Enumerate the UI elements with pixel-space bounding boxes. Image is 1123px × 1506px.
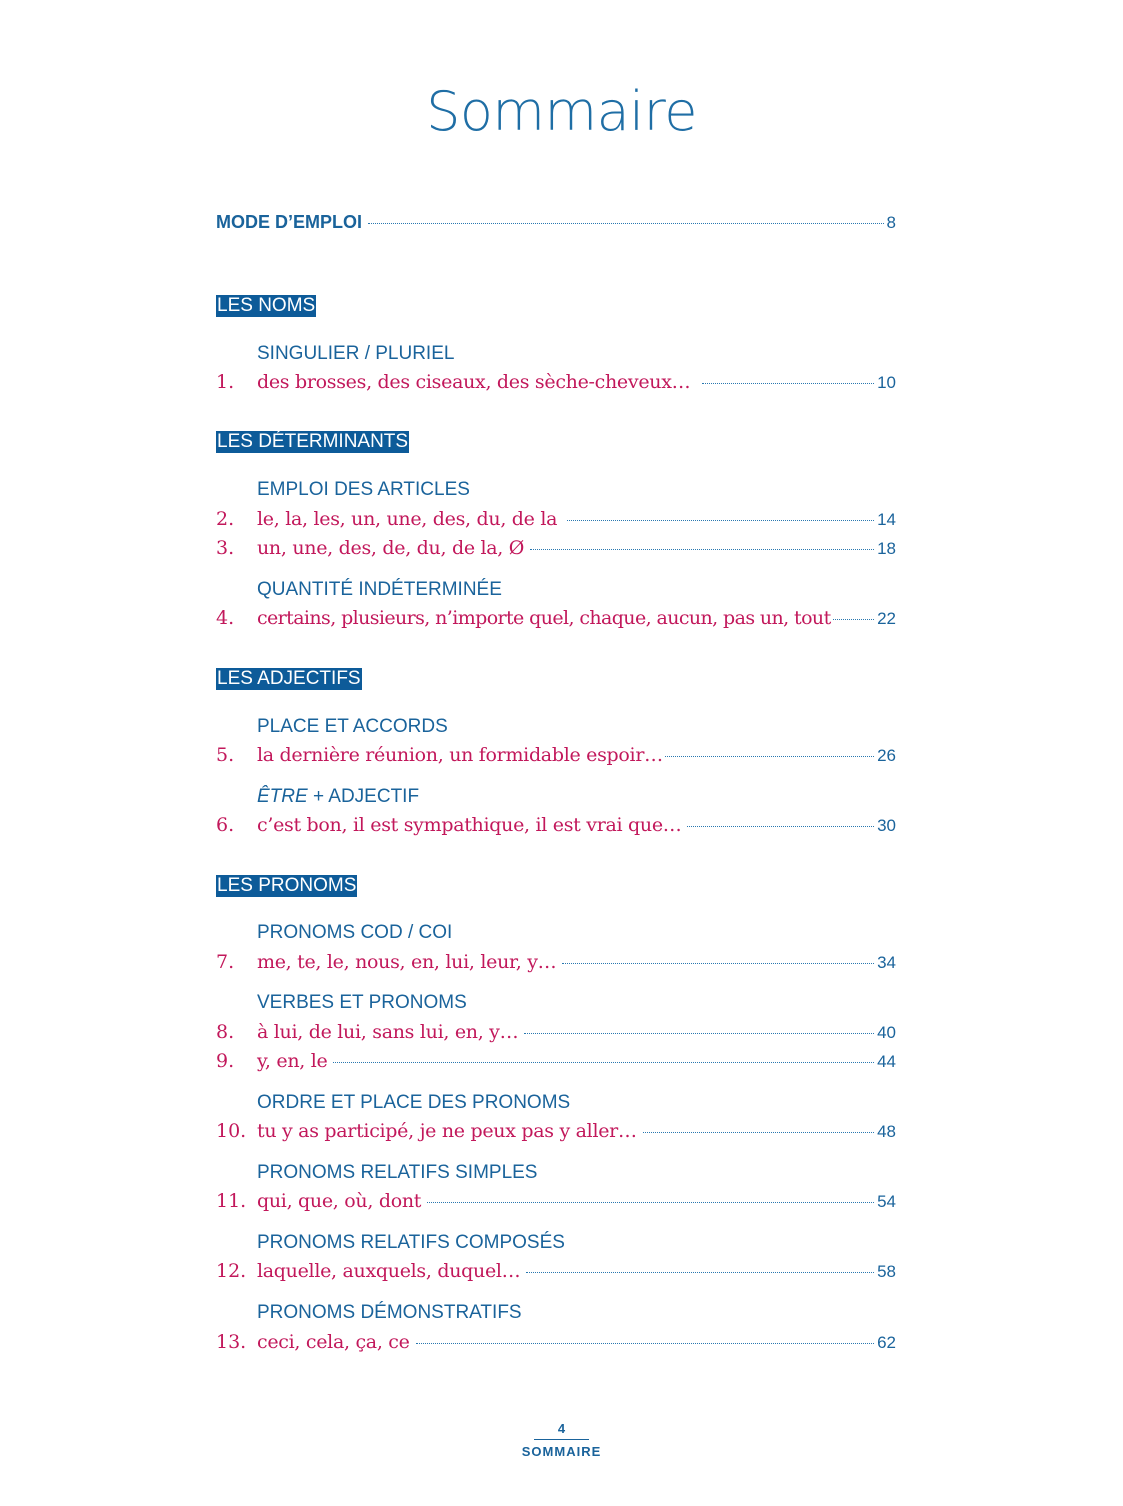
dot-leader [702, 383, 874, 384]
toc-entry-8[interactable] [216, 1021, 896, 1043]
subhead-ordre-place: ORDRE ET PLACE DES PRONOMS [257, 1092, 571, 1113]
page-number: 54 [877, 1192, 896, 1211]
page-number: 18 [877, 539, 896, 558]
subhead-etre-rest: + ADJECTIF [307, 786, 420, 807]
toc-entry-6[interactable] [216, 814, 896, 836]
subhead-relatifs-composes: PRONOMS RELATIFS COMPOSÉS [257, 1232, 565, 1253]
entry-number: 8. [216, 1021, 235, 1043]
subhead-singulier-pluriel: SINGULIER / PLURIEL [257, 343, 455, 364]
subhead-demonstratifs: PRONOMS DÉMONSTRATIFS [257, 1302, 522, 1323]
subhead-place-accords: PLACE ET ACCORDS [257, 716, 448, 737]
entry-number: 6. [216, 814, 235, 836]
toc-entry-13[interactable] [216, 1331, 896, 1353]
page-number: 62 [877, 1333, 896, 1352]
page-number: 26 [877, 746, 896, 765]
entry-text: me, te, le, nous, en, lui, leur, y… [257, 951, 557, 973]
entry-number: 5. [216, 744, 235, 766]
section-les-determinants: LES DÉTERMINANTS [217, 431, 409, 452]
toc-entry-10[interactable] [216, 1120, 896, 1142]
dot-leader [416, 1343, 874, 1344]
dot-leader [526, 1272, 874, 1273]
entry-text: laquelle, auxquels, duquel… [257, 1260, 521, 1282]
entry-number: 9. [216, 1050, 235, 1072]
page-number: 30 [877, 816, 896, 835]
toc-entry-2[interactable] [216, 508, 896, 530]
entry-text: tu y as participé, je ne peux pas y aller… [257, 1120, 637, 1142]
toc-entry-4[interactable] [216, 607, 896, 629]
page-number: 40 [877, 1023, 896, 1042]
entry-number: 2. [216, 508, 235, 530]
entry-number: 3. [216, 537, 235, 559]
toc-entry-9[interactable] [216, 1050, 896, 1072]
entry-text: qui, que, où, dont [257, 1190, 422, 1212]
dot-leader [530, 549, 874, 550]
entry-number: 7. [216, 951, 235, 973]
page-number: 10 [877, 373, 896, 392]
dot-leader [665, 756, 874, 757]
page-footer [0, 1420, 1123, 1459]
subhead-emploi-articles: EMPLOI DES ARTICLES [257, 479, 470, 500]
dot-leader [643, 1132, 874, 1133]
subhead-verbes-pronoms: VERBES ET PRONOMS [257, 992, 467, 1013]
toc-entry-1[interactable] [216, 371, 896, 393]
dot-leader [524, 1033, 874, 1034]
footer-page-number: 4 [534, 1421, 589, 1440]
entry-text: y, en, le [257, 1050, 328, 1072]
entry-text: un, une, des, de, du, de la, Ø [257, 537, 525, 559]
toc-entry-7[interactable] [216, 951, 896, 973]
entry-number: 1. [216, 371, 235, 393]
dot-leader [833, 619, 874, 620]
subhead-etre-italic: ÊTRE [257, 786, 308, 807]
page-number: 44 [877, 1052, 896, 1071]
dot-leader [562, 963, 874, 964]
subhead-relatifs-simples: PRONOMS RELATIFS SIMPLES [257, 1162, 538, 1183]
entry-number: 12. [216, 1260, 247, 1282]
entry-number: 10. [216, 1120, 247, 1142]
page-number: 34 [877, 953, 896, 972]
entry-text: certains, plusieurs, n’importe quel, chaque, aucun, pas un, tout [257, 607, 831, 629]
subhead-pronoms-cod-coi: PRONOMS COD / COI [257, 922, 453, 943]
entry-text: des brosses, des ciseaux, des sèche-cheveux… [257, 371, 691, 393]
toc-entry-5[interactable] [216, 744, 896, 766]
toc-entry-mode-emploi[interactable] [216, 212, 896, 233]
mode-emploi-label: MODE D’EMPLOI [216, 212, 363, 232]
footer-label: SOMMAIRE [521, 1444, 602, 1459]
page-number: 48 [877, 1122, 896, 1141]
dot-leader [333, 1062, 874, 1063]
dot-leader [368, 223, 884, 224]
toc-entry-12[interactable] [216, 1260, 896, 1282]
dot-leader [567, 520, 874, 521]
page-number: 22 [877, 609, 896, 628]
entry-text: à lui, de lui, sans lui, en, y… [257, 1021, 519, 1043]
entry-text: ceci, cela, ça, ce [257, 1331, 410, 1353]
entry-number: 11. [216, 1190, 247, 1212]
dot-leader [687, 826, 874, 827]
page-title: Sommaire [426, 80, 697, 143]
subhead-etre-adjectif [257, 785, 419, 809]
page-number: 8 [886, 213, 896, 232]
section-les-adjectifs: LES ADJECTIFS [217, 668, 361, 689]
subhead-quantite-indeterminee: QUANTITÉ INDÉTERMINÉE [257, 579, 502, 600]
section-les-noms: LES NOMS [217, 295, 316, 316]
entry-text: le, la, les, un, une, des, du, de la [257, 508, 558, 530]
toc-entry-3[interactable] [216, 537, 896, 559]
section-les-pronoms: LES PRONOMS [217, 875, 357, 896]
entry-number: 13. [216, 1331, 247, 1353]
entry-number: 4. [216, 607, 235, 629]
page-number: 14 [877, 510, 896, 529]
entry-text: c’est bon, il est sympathique, il est vrai que… [257, 814, 682, 836]
dot-leader [427, 1202, 874, 1203]
page-number: 58 [877, 1262, 896, 1281]
entry-text: la dernière réunion, un formidable espoir… [257, 744, 663, 766]
toc-entry-11[interactable] [216, 1190, 896, 1212]
